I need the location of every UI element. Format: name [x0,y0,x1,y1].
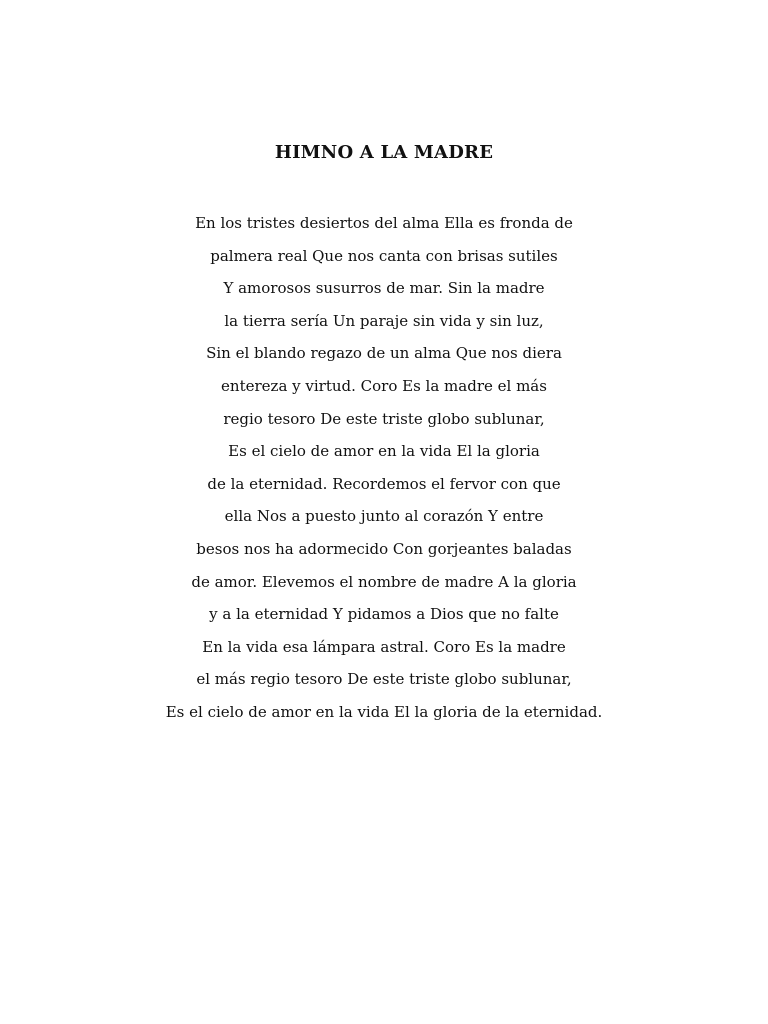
poem-line: ella Nos a puesto junto al corazón Y entre [224,507,544,526]
poem-line: En la vida esa lámpara astral. Coro Es la madre [202,637,566,656]
poem-line: Es el cielo de amor en la vida El la gloria [228,442,540,461]
poem-line: entereza y virtud. Coro Es la madre el más [221,376,547,395]
page-title: HIMNO A LA MADRE [274,142,494,163]
poem-line: Sin el blando regazo de un alma Que nos diera [206,344,562,363]
poem-line: de amor. Elevemos el nombre de madre A la gloria [191,572,577,591]
poem-line: regio tesoro De este triste globo sublunar, [223,409,545,428]
poem-body [0,207,768,729]
poem-line: la tierra sería Un paraje sin vida y sin luz, [224,311,544,330]
poem-line: palmera real Que nos canta con brisas sutiles [210,246,558,265]
poem-line: el más regio tesoro De este triste globo sublunar, [196,670,572,689]
poem-line: En los tristes desiertos del alma Ella es fronda de [195,214,573,232]
poem-line: de la eternidad. Recordemos el fervor con que [207,474,561,493]
poem-line: Es el cielo de amor en la vida El la gloria de la eternidad. [165,702,603,721]
poem-line: y a la eternidad Y pidamos a Dios que no falte [209,605,559,624]
poem-line: besos nos ha adormecido Con gorjeantes baladas [196,539,572,558]
poem-line: Y amorosos susurros de mar. Sin la madre [223,279,545,298]
